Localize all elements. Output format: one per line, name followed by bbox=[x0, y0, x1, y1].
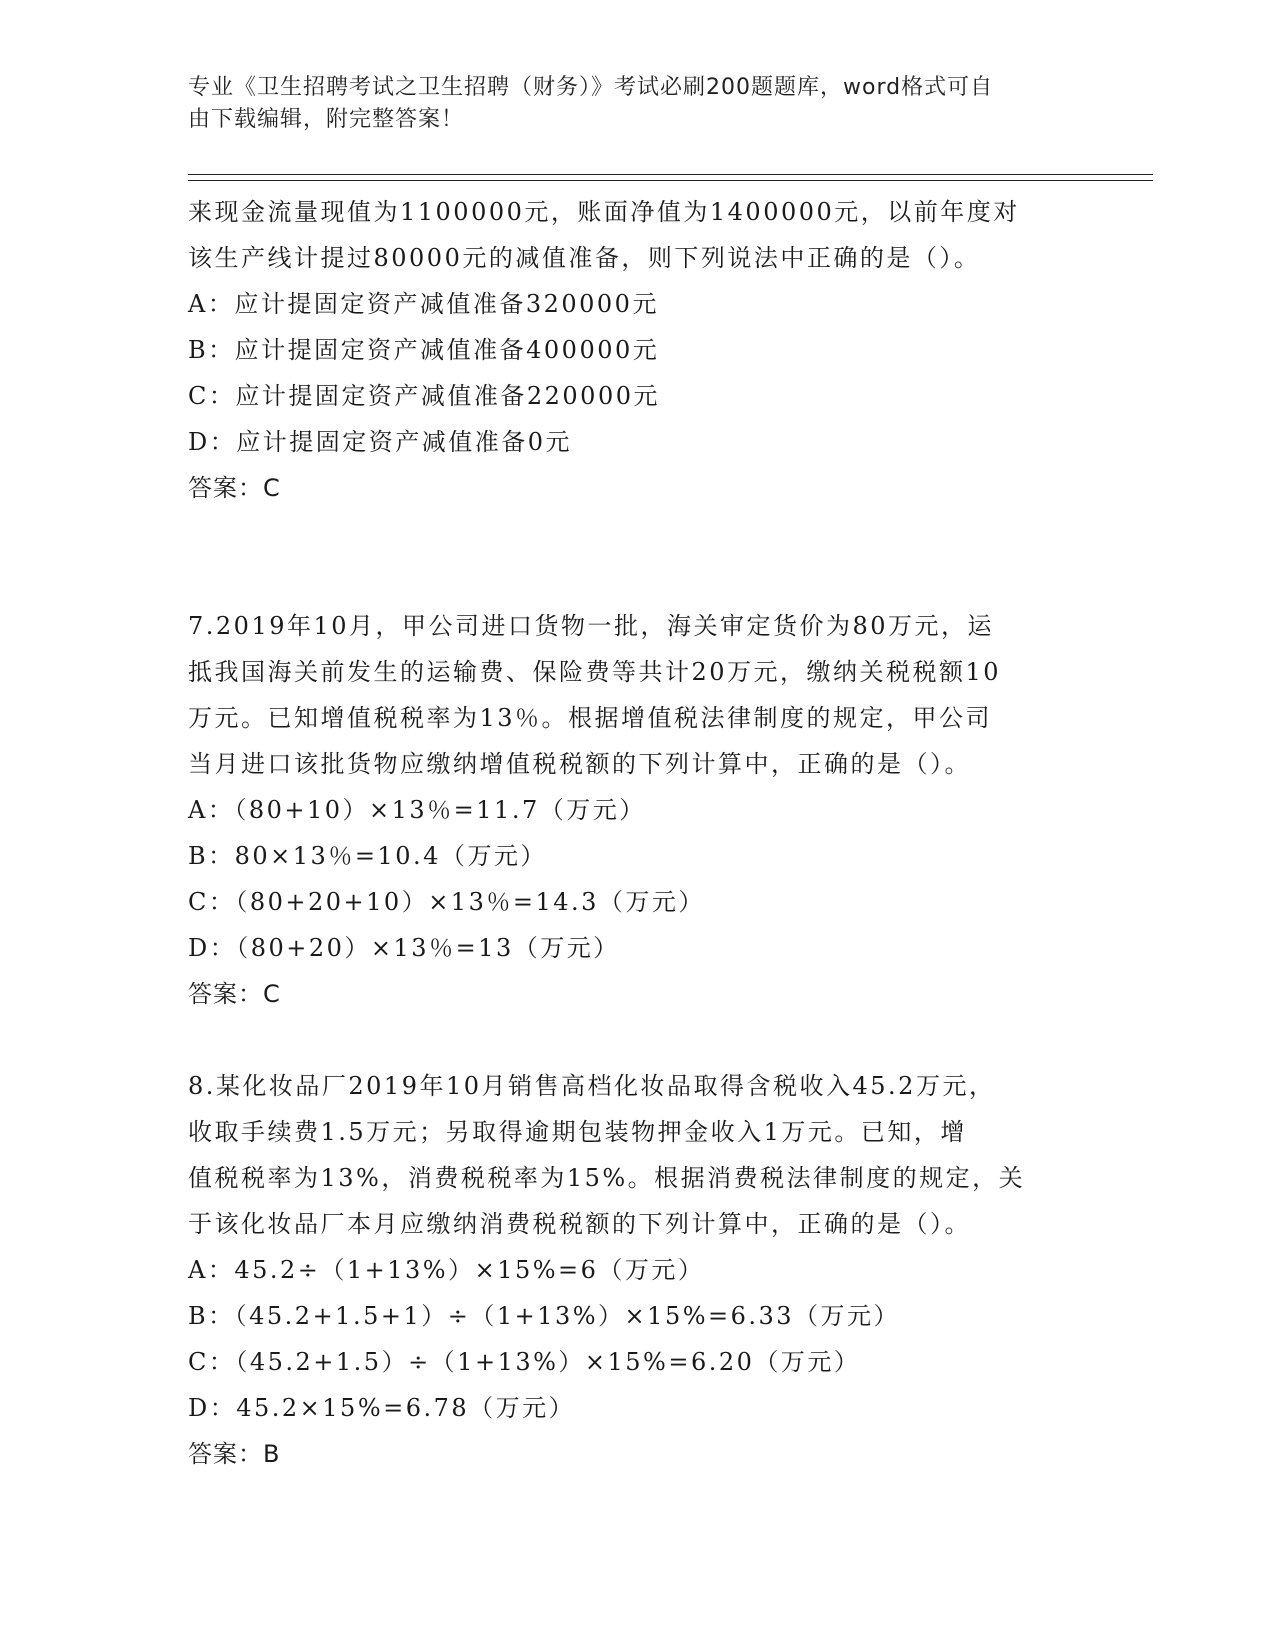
document-body bbox=[188, 189, 1088, 1477]
question-8-line-1: 8.某化妆品厂2019年10月销售高档化妆品取得含税收入45.2万元， bbox=[188, 1072, 996, 1100]
question-6 bbox=[188, 189, 1088, 511]
header-line-2: 由下载编辑，附完整答案！ bbox=[188, 107, 465, 132]
question-6-option-b: B：应计提固定资产减值准备400000元 bbox=[188, 336, 660, 364]
question-7-option-d: D：（80+20）×13％=13（万元） bbox=[188, 934, 620, 962]
header-divider-top bbox=[188, 174, 1153, 175]
question-8-option-a: A：45.2÷（1+13%）×15%=6（万元） bbox=[188, 1256, 705, 1284]
question-6-option-a: A：应计提固定资产减值准备320000元 bbox=[188, 290, 659, 318]
question-6-answer: 答案：C bbox=[188, 474, 281, 502]
question-7-answer: 答案：C bbox=[188, 980, 281, 1008]
question-8-line-4: 于该化妆品厂本月应缴纳消费税税额的下列计算中，正确的是（）。 bbox=[188, 1210, 971, 1238]
question-7-option-a: A：（80+10）×13％=11.7（万元） bbox=[188, 796, 646, 824]
header-divider-bottom bbox=[188, 180, 1153, 181]
question-6-option-d: D：应计提固定资产减值准备0元 bbox=[188, 428, 573, 456]
question-7-line-3: 万元。已知增值税税率为13％。根据增值税法律制度的规定，甲公司 bbox=[188, 704, 993, 732]
question-7-option-c: C：（80+20+10）×13％=14.3（万元） bbox=[188, 888, 705, 916]
spacer bbox=[188, 557, 1088, 603]
question-7-line-1: 7.2019年10月，甲公司进口货物一批，海关审定货价为80万元，运 bbox=[188, 612, 995, 640]
question-8-option-b: B：（45.2+1.5+1）÷（1+13%）×15%=6.33（万元） bbox=[188, 1302, 901, 1330]
question-7-line-4: 当月进口该批货物应缴纳增值税税额的下列计算中，正确的是（）。 bbox=[188, 750, 971, 778]
question-8-answer: 答案：B bbox=[188, 1440, 281, 1468]
header-line-1: 专业《卫生招聘考试之卫生招聘（财务）》考试必刷200题题库，word格式可自 bbox=[188, 75, 994, 100]
question-6-option-c: C：应计提固定资产减值准备220000元 bbox=[188, 382, 660, 410]
question-8-option-d: D：45.2×15%=6.78（万元） bbox=[188, 1394, 576, 1422]
question-6-line-1: 来现金流量现值为1100000元，账面净值为1400000元，以前年度对 bbox=[188, 198, 1020, 226]
spacer bbox=[188, 1017, 1088, 1063]
spacer bbox=[188, 511, 1088, 557]
question-7 bbox=[188, 603, 1088, 1017]
document-header bbox=[188, 72, 1068, 136]
question-7-line-2: 抵我国海关前发生的运输费、保险费等共计20万元，缴纳关税税额10 bbox=[188, 658, 1002, 686]
question-7-option-b: B：80×13％=10.4（万元） bbox=[188, 842, 547, 870]
question-8-line-2: 收取手续费1.5万元；另取得逾期包装物押金收入1万元。已知，增 bbox=[188, 1118, 967, 1146]
question-8 bbox=[188, 1063, 1088, 1477]
question-8-line-3: 值税税率为13%，消费税税率为15%。根据消费税法律制度的规定，关 bbox=[188, 1164, 1026, 1192]
question-8-option-c: C：（45.2+1.5）÷（1+13%）×15%=6.20（万元） bbox=[188, 1348, 861, 1376]
question-6-line-2: 该生产线计提过80000元的减值准备，则下列说法中正确的是（）。 bbox=[188, 244, 981, 272]
